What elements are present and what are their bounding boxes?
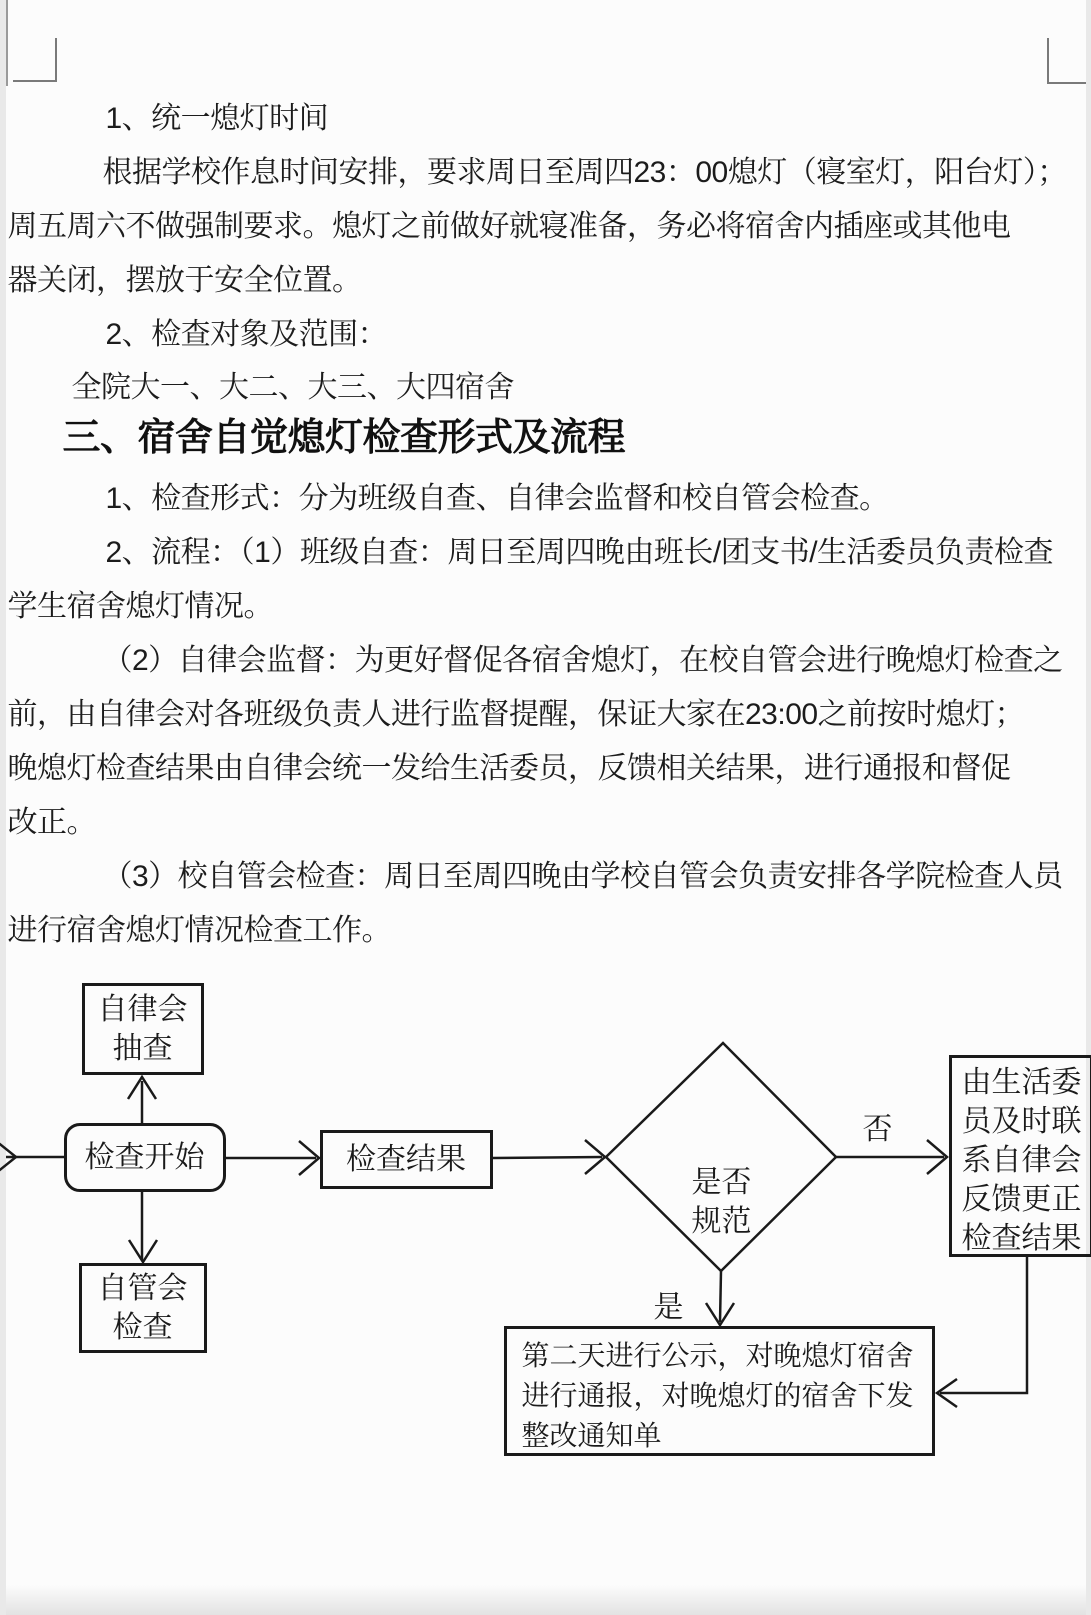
node-publicity-line2: 进行通报，对晚熄灯的宿舍下发 <box>521 1380 914 1411</box>
node-check-start-label: 检查开始 <box>84 1140 205 1174</box>
doc-line: 周五周六不做强制要求。熄灯之前做好就寝准备，务必将宿舍内插座或其他电 <box>7 210 1011 243</box>
node-publicity-line1: 第二天进行公示，对晚熄灯宿舍 <box>521 1340 914 1371</box>
node-selfmgmt-check-line1: 自管会 <box>97 1272 188 1305</box>
node-audit-spotcheck <box>82 983 204 1075</box>
node-liaison-line3: 系自律会 <box>961 1144 1082 1177</box>
node-check-result-label: 检查结果 <box>346 1142 466 1176</box>
document-page <box>6 0 1086 1615</box>
doc-line: 器关闭，摆放于安全位置。 <box>7 264 362 297</box>
doc-line: 前，由自律会对各班级负责人进行监督提醒，保证大家在23:00之前按时熄灯； <box>7 698 1025 731</box>
section-heading: 三、宿舍自觉熄灯检查形式及流程 <box>62 417 626 459</box>
doc-line: （3）校自管会检查：周日至周四晚由学校自管会负责安排各学院检查人员 <box>102 860 1063 893</box>
doc-line: 2、流程：（1）班级自查：周日至周四晚由班长/团支书/生活委员负责检查 <box>105 536 1054 569</box>
corner-mark-top-left <box>13 38 56 81</box>
node-liaison-line2: 员及时联 <box>961 1105 1082 1138</box>
arrow-decision-to-publicity <box>720 1271 721 1322</box>
node-check-result <box>320 1130 493 1189</box>
doc-line: 进行宿舍熄灯情况检查工作。 <box>7 914 391 947</box>
doc-line: 全院大一、大二、大三、大四宿舍 <box>71 371 514 404</box>
doc-line: 1、统一熄灯时间 <box>105 102 329 135</box>
doc-line: 学生宿舍熄灯情况。 <box>7 590 273 623</box>
node-publicity <box>504 1326 935 1456</box>
node-audit-spotcheck-line1: 自律会 <box>97 993 188 1026</box>
arrow-result-to-decision <box>493 1157 602 1158</box>
node-selfmgmt-check-line2: 检查 <box>112 1311 173 1344</box>
node-liaison-line4: 反馈更正 <box>961 1183 1082 1216</box>
edge-label-yes: 是 <box>653 1291 684 1324</box>
doc-line: 2、检查对象及范围： <box>105 318 388 351</box>
doc-line: 改正。 <box>7 806 96 839</box>
node-audit-spotcheck-line2: 抽查 <box>112 1032 173 1065</box>
doc-line: 1、检查形式：分为班级自查、自律会监督和校自管会检查。 <box>105 482 889 515</box>
page-bottom-shadow <box>6 1585 1086 1615</box>
node-selfmgmt-check <box>79 1263 207 1353</box>
doc-line: 晚熄灯检查结果由自律会统一发给生活委员，反馈相关结果，进行通报和督促 <box>7 752 1011 785</box>
decision-line1: 是否 <box>691 1166 752 1199</box>
node-check-start <box>64 1123 226 1192</box>
corner-mark-top-right <box>1048 38 1086 83</box>
doc-line: 根据学校作息时间安排，要求周日至周四23：00熄灯（寝室灯，阳台灯）； <box>102 156 1067 189</box>
node-liaison-line1: 由生活委 <box>961 1066 1082 1099</box>
node-liaison-line5: 检查结果 <box>961 1222 1082 1255</box>
node-publicity-line3: 整改通知单 <box>521 1420 662 1451</box>
decision-line2: 规范 <box>691 1205 752 1238</box>
arrow-liaison-to-publicity <box>940 1257 1027 1393</box>
node-decision-label <box>665 1163 779 1238</box>
edge-label-no: 否 <box>862 1113 893 1146</box>
node-liaison <box>949 1055 1091 1257</box>
doc-line: （2）自律会监督：为更好督促各宿舍熄灯，在校自管会进行晚熄灯检查之 <box>102 644 1063 677</box>
